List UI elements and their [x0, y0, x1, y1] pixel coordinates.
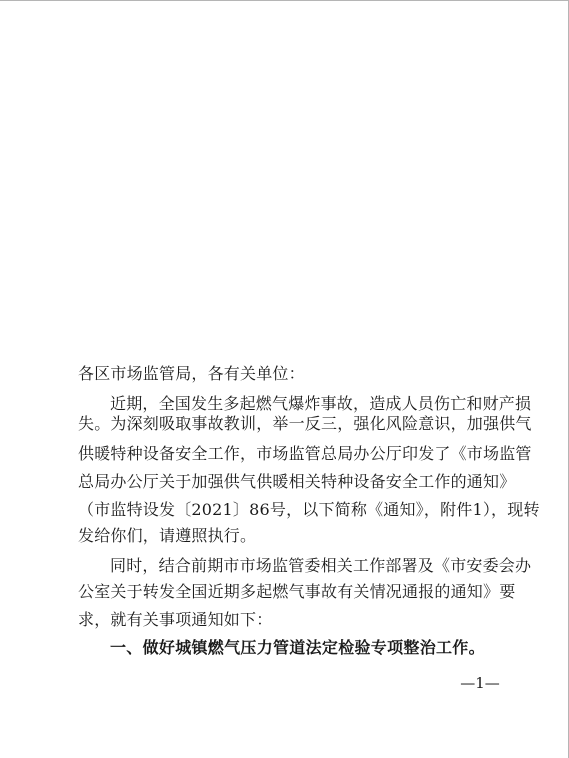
paragraph-1-line-1: 近期，全国发生多起燃气爆炸事故，造成人员伤亡和财产损 [110, 394, 532, 413]
paragraph-1-line-3: 供暖特种设备安全工作，市场监管总局办公厅印发了《市场监管 [78, 444, 532, 463]
page-number: —1— [460, 674, 500, 692]
paragraph-2-line-1: 同时，结合前期市市场监管委相关工作部署及《市安委会办 [110, 556, 532, 575]
paragraph-1-line-5: （市监特设发〔2021〕86号，以下简称《通知》，附件1），现转 [78, 500, 540, 519]
paragraph-2-line-3: 求，就有关事项通知如下： [78, 610, 273, 629]
paragraph-1-line-4: 总局办公厅关于加强供气供暖相关特种设备安全工作的通知》 [78, 472, 516, 491]
salutation: 各区市场监管局，各有关单位： [78, 364, 305, 383]
section-heading: 一、做好城镇燃气压力管道法定检验专项整治工作。 [110, 638, 485, 657]
paragraph-1-line-2: 失。为深刻吸取事故教训，举一反三，强化风险意识，加强供气 [78, 414, 532, 433]
paragraph-1-line-6: 发给你们，请遵照执行。 [78, 526, 257, 545]
paragraph-2-line-2: 公室关于转发全国近期多起燃气事故有关情况通报的通知》要 [78, 582, 516, 601]
